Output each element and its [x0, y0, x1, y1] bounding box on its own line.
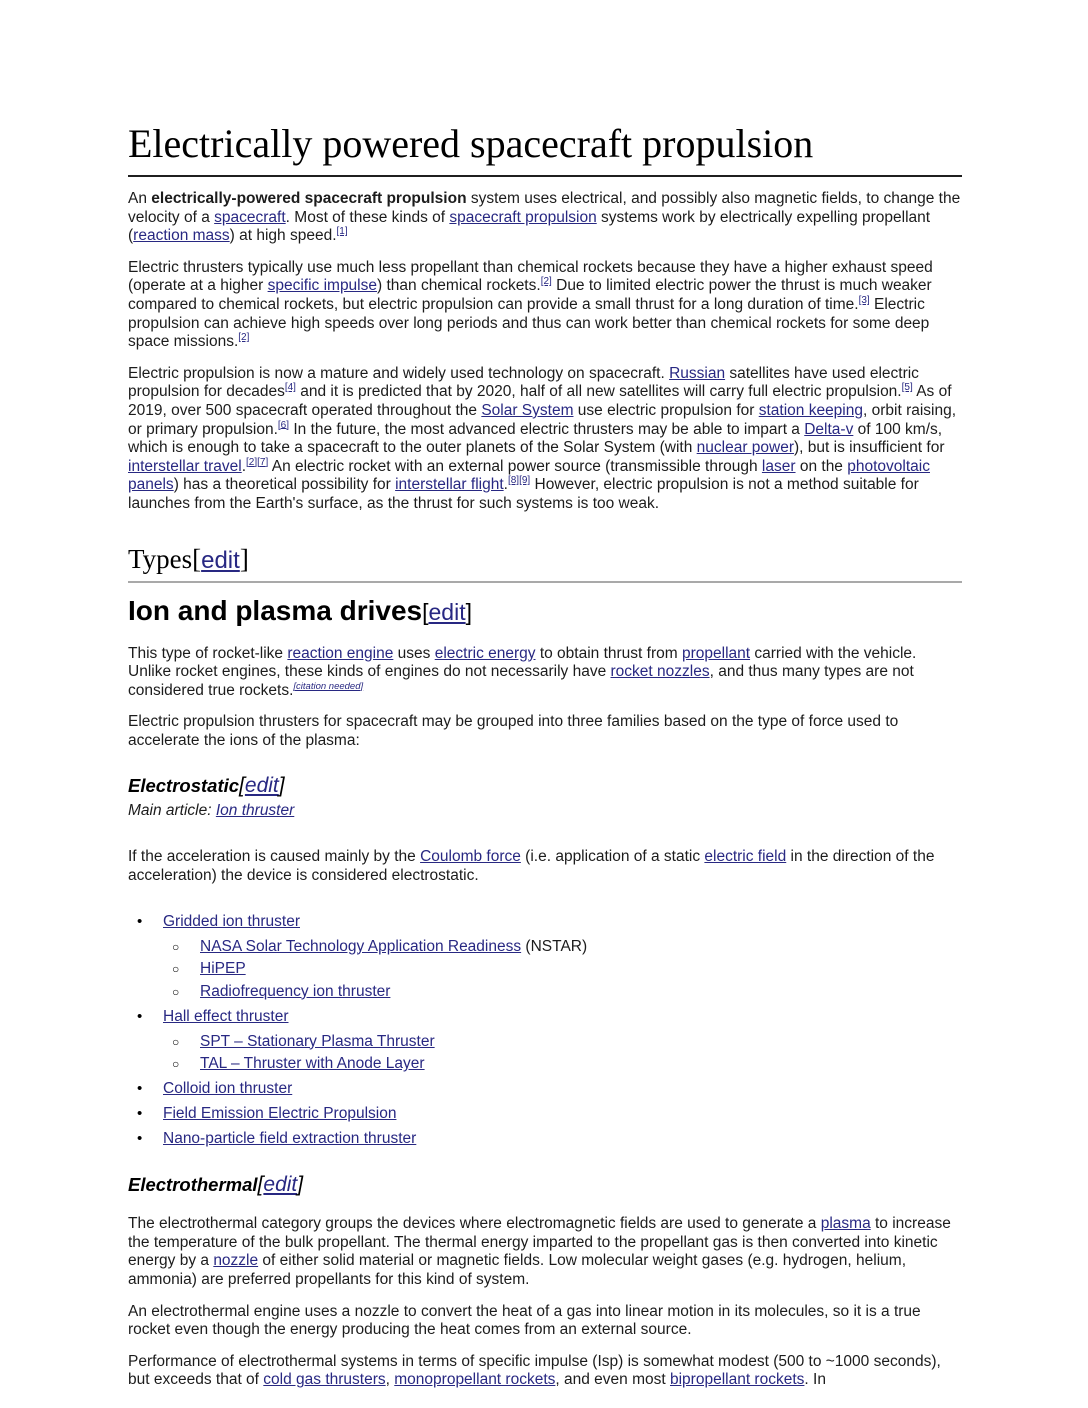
- reference-link[interactable]: [2][7]: [246, 456, 269, 468]
- circle-bullet-icon: ○: [172, 1057, 180, 1072]
- list-item-content: [163, 912, 300, 932]
- bullet-icon: •: [137, 1105, 143, 1123]
- text: This type of rocket-like: [128, 644, 288, 662]
- sub-list-item: [172, 937, 962, 957]
- subsection-heading-electrothermal: [128, 1173, 962, 1197]
- inline-link[interactable]: TAL – Thruster with Anode Layer: [200, 1055, 425, 1073]
- circle-bullet-icon: ○: [172, 962, 180, 977]
- list-item: [137, 1007, 962, 1027]
- reference-link[interactable]: [2]: [238, 332, 250, 343]
- text: uses: [393, 644, 435, 662]
- inline-link[interactable]: reaction engine: [287, 644, 394, 662]
- bracket: ]: [239, 543, 249, 574]
- text: to increase the temperature of the bulk propellant. The thermal energy imparted to the propellant gas is then converted into kinetic energy by a: [128, 1215, 951, 1270]
- text: ,: [385, 1371, 395, 1389]
- edit-link[interactable]: edit: [263, 1173, 298, 1197]
- list-item-content: [163, 1079, 292, 1099]
- list-item: [137, 1079, 962, 1099]
- text: In the future, the most advanced electric thrusters may be able to impart a: [289, 420, 805, 438]
- electrothermal-paragraph-2: [128, 1303, 962, 1340]
- text: of either solid material or magnetic fields. Low molecular weight gases (e.g. hydrogen, helium, ammonia) are preferred propellants for this kind of system.: [128, 1252, 906, 1288]
- bullet-icon: •: [137, 1080, 143, 1098]
- inline-link[interactable]: propellant: [681, 644, 751, 662]
- subsection-heading-electrostatic: [128, 774, 962, 798]
- section-heading-ion-plasma-drives: [128, 595, 962, 627]
- inline-link[interactable]: bipropellant rockets: [669, 1371, 805, 1389]
- edit-link-wrap: [239, 775, 285, 796]
- reference-link[interactable]: [3]: [858, 294, 870, 306]
- section-heading-types: [128, 544, 962, 583]
- text: An electric rocket with an external power source (transmissible through: [268, 457, 762, 475]
- reference-superscript: [859, 295, 870, 306]
- text: Electric propulsion can achieve high speeds over long periods and thus can work better than chemical rockets for some deep space missions.: [128, 295, 930, 351]
- bracket: ]: [297, 1173, 304, 1197]
- text: . In: [804, 1371, 826, 1389]
- circle-bullet-icon: ○: [172, 939, 180, 954]
- list-item-content: [200, 959, 246, 979]
- list-item-content: [200, 982, 390, 1002]
- text: ) has a theoretical possibility for: [173, 476, 396, 494]
- text: Electric propulsion thrusters for spacecraft may be grouped into three families based on the type of force used to accelerate the ions of the plasma:: [128, 713, 899, 749]
- reference-superscript: [902, 382, 913, 393]
- list-item-content: [163, 1104, 396, 1124]
- italic-text: Main article:: [128, 802, 216, 820]
- citation-needed-link[interactable]: [citation needed]: [293, 680, 364, 692]
- text: .: [241, 457, 247, 475]
- intro-paragraph-1: [128, 190, 962, 246]
- inline-link[interactable]: laser: [761, 457, 796, 475]
- bracket: [: [192, 543, 202, 574]
- reference-link[interactable]: [1]: [336, 226, 348, 238]
- page-title: Electrically powered spacecraft propulsion: [128, 122, 962, 177]
- text: system uses electrical, and possibly also magnetic fields, to change the velocity of a: [128, 190, 961, 226]
- list-item: [137, 1129, 962, 1149]
- reference-superscript: [508, 475, 530, 486]
- thruster-list: [128, 912, 962, 1150]
- edit-link[interactable]: edit: [201, 546, 240, 574]
- heading-text: Electrostatic: [128, 775, 240, 797]
- sub-list-item: [172, 1032, 962, 1052]
- bullet-icon: •: [137, 912, 143, 930]
- bracket: [: [239, 774, 245, 798]
- text: , orbit raising, or primary propulsion.: [128, 401, 957, 438]
- reference-superscript: [285, 382, 296, 393]
- inline-link[interactable]: monopropellant rockets: [394, 1371, 556, 1389]
- bold-text: electrically-powered spacecraft propulsion: [151, 190, 467, 207]
- text: satellites have used electric propulsion for decades: [128, 364, 919, 401]
- inline-link[interactable]: station keeping: [758, 401, 863, 419]
- ion-paragraph-2: [128, 713, 962, 750]
- inline-link[interactable]: Colloid ion thruster: [163, 1080, 293, 1098]
- reference-superscript: [541, 276, 552, 287]
- inline-link[interactable]: Hall effect thruster: [163, 1007, 289, 1025]
- text: to obtain thrust from: [535, 644, 682, 662]
- list-item-content: [200, 1032, 435, 1052]
- text: Due to limited electric power the thrust is much weaker compared to chemical rockets, but electric propulsion can provide a small thrust for a long duration of time.: [128, 277, 932, 313]
- inline-link[interactable]: nuclear power: [696, 439, 795, 457]
- text: use electric propulsion for: [573, 401, 759, 419]
- list-item-content: [163, 1129, 416, 1149]
- intro-paragraph-3: [128, 365, 962, 514]
- text: on the: [795, 457, 848, 475]
- bracket: ]: [465, 598, 472, 625]
- text: carried with the vehicle. Unlike rocket engines, these kinds of engines do not necessarily have: [128, 644, 917, 681]
- circle-bullet-icon: ○: [172, 984, 180, 999]
- text: ) at high speed.: [229, 227, 337, 245]
- reference-superscript: [238, 332, 249, 343]
- intro-paragraph-2: [128, 259, 962, 352]
- inline-link[interactable]: specific impulse: [267, 277, 377, 295]
- sub-list-item: [172, 1054, 962, 1074]
- sub-list-item: [172, 959, 962, 979]
- circle-bullet-icon: ○: [172, 1034, 180, 1049]
- electrothermal-paragraph-1: [128, 1215, 962, 1289]
- text: Electric propulsion is now a mature and widely used technology on spacecraft.: [128, 364, 670, 382]
- text: systems work by electrically expelling propellant (: [128, 208, 931, 245]
- inline-link[interactable]: Coulomb force: [420, 848, 521, 866]
- inline-link[interactable]: rocket nozzles: [610, 663, 710, 681]
- text: As of 2019, over 500 spacecraft operated throughout the: [128, 383, 952, 419]
- edit-link-wrap: [258, 1174, 304, 1195]
- inline-link[interactable]: Radiofrequency ion thruster: [200, 982, 391, 1000]
- reference-superscript: [278, 419, 289, 430]
- edit-link[interactable]: edit: [428, 598, 466, 625]
- text: (i.e. application of a static: [520, 848, 705, 866]
- heading-text: Ion and plasma drives: [128, 594, 423, 626]
- text: The electrothermal category groups the devices where electromagnetic fields are used to generate a: [128, 1215, 821, 1233]
- list-item-content: [200, 1054, 425, 1074]
- bracket: [: [422, 598, 429, 625]
- reference-link[interactable]: [2]: [540, 276, 552, 288]
- list-item: [137, 1104, 962, 1124]
- edit-link[interactable]: edit: [244, 774, 279, 798]
- reference-link[interactable]: [8][9]: [507, 475, 531, 487]
- text: of 100 km/s, which is enough to take a spacecraft to the outer planets of the Solar System (with: [128, 420, 943, 457]
- reference-superscript: [337, 226, 348, 237]
- reference-link[interactable]: [5]: [901, 382, 913, 394]
- inline-link[interactable]: Ion thruster: [215, 802, 295, 820]
- bracket: ]: [278, 774, 285, 798]
- reference-link[interactable]: [4]: [284, 382, 296, 394]
- electrostatic-paragraph-1: [128, 848, 962, 885]
- inline-link[interactable]: Delta-v: [804, 420, 854, 438]
- inline-link[interactable]: Russian: [669, 364, 726, 382]
- inline-link[interactable]: photovoltaic panels: [128, 457, 930, 494]
- inline-link[interactable]: Solar System: [481, 401, 574, 419]
- inline-link[interactable]: interstellar flight: [395, 476, 504, 494]
- text: (NSTAR): [521, 937, 588, 955]
- inline-link[interactable]: spacecraft propulsion: [449, 208, 597, 226]
- reference-superscript: [246, 457, 268, 468]
- inline-link[interactable]: spacecraft: [214, 208, 286, 226]
- text: , and even most: [555, 1371, 670, 1389]
- inline-link[interactable]: plasma: [820, 1215, 871, 1233]
- electrothermal-paragraph-3: [128, 1353, 962, 1390]
- text: .: [503, 476, 508, 494]
- text: ), but is insufficient for: [794, 439, 945, 457]
- list-item: [137, 912, 962, 932]
- text: An electrothermal engine uses a nozzle to convert the heat of a gas into linear motion in its molecules, so it is a true rocket even though the energy producing the heat comes from an external source.: [128, 1302, 921, 1339]
- ion-paragraph-1: [128, 645, 962, 701]
- edit-link-wrap: [192, 544, 249, 574]
- bullet-icon: •: [137, 1130, 143, 1148]
- heading-text: Electrothermal: [128, 1174, 258, 1196]
- inline-link[interactable]: NASA Solar Technology Application Readiness: [200, 937, 522, 955]
- inline-link[interactable]: SPT – Stationary Plasma Thruster: [200, 1032, 435, 1050]
- text: ) than chemical rockets.: [377, 277, 541, 295]
- inline-link[interactable]: reaction mass: [133, 227, 230, 245]
- inline-link[interactable]: electric field: [704, 848, 787, 866]
- edit-link-wrap: [422, 595, 472, 626]
- inline-link[interactable]: Gridded ion thruster: [163, 912, 300, 930]
- inline-link[interactable]: Field Emission Electric Propulsion: [163, 1105, 397, 1123]
- inline-link[interactable]: Nano-particle field extraction thruster: [163, 1130, 417, 1148]
- text: However, electric propulsion is not a method suitable for launches from the Earth's surface, as the thrust for such systems is too weak.: [128, 476, 919, 512]
- inline-link[interactable]: interstellar travel: [128, 457, 242, 475]
- inline-link[interactable]: nozzle: [213, 1252, 259, 1270]
- text: Performance of electrothermal systems in terms of specific impulse (Isp) is somewhat modest (500 to ~1000 seconds), but exceeds that of: [128, 1352, 941, 1389]
- inline-link[interactable]: HiPEP: [200, 960, 246, 978]
- text: in the direction of the acceleration) the device is considered electrostatic.: [128, 848, 935, 885]
- main-article-note: [128, 802, 962, 820]
- text: , and thus many types are not considered true rockets.: [128, 663, 914, 699]
- text: If the acceleration is caused mainly by the: [128, 848, 421, 866]
- text: and it is predicted that by 2020, half of all new satellites will carry full electric propulsion.: [295, 383, 902, 401]
- bracket: [: [257, 1173, 264, 1197]
- text: Electric thrusters typically use much less propellant than chemical rockets because they have a higher exhaust speed (operate at a higher: [128, 258, 933, 295]
- heading-text: Types: [128, 543, 193, 574]
- list-item-content: [200, 937, 587, 957]
- list-item-content: [163, 1007, 289, 1027]
- citation-needed-superscript: [293, 681, 363, 692]
- inline-link[interactable]: electric energy: [434, 644, 536, 662]
- text: . Most of these kinds of: [285, 208, 450, 226]
- reference-link[interactable]: [6]: [277, 419, 290, 431]
- text: An: [128, 190, 152, 207]
- inline-link[interactable]: cold gas thrusters: [263, 1371, 386, 1389]
- bullet-icon: •: [137, 1007, 143, 1025]
- sub-list-item: [172, 982, 962, 1002]
